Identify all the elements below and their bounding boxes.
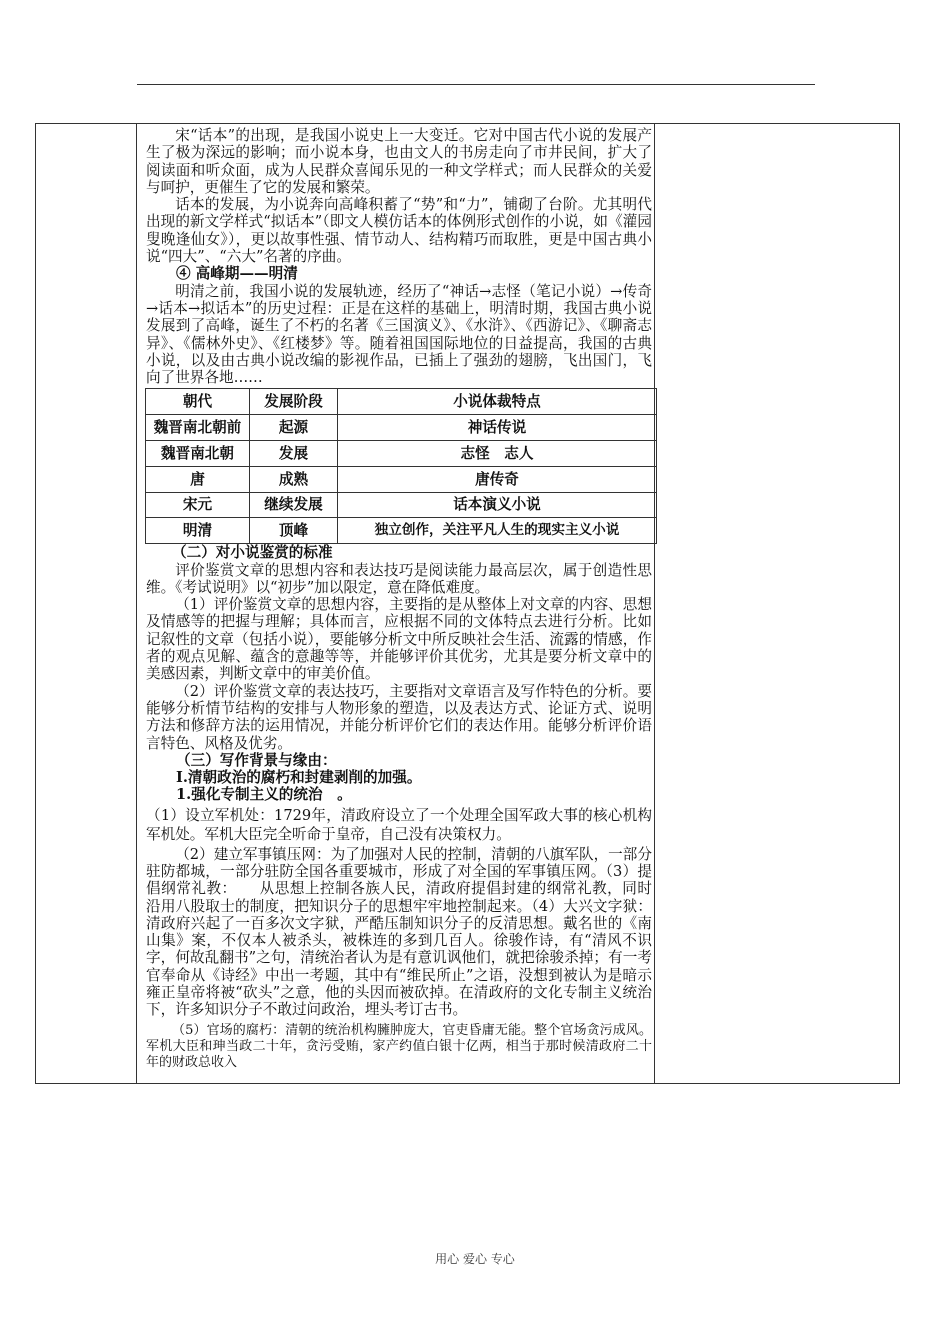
paragraph-huaben: 宋“话本”的出现，是我国小说史上一大变迁。它对中国古代小说的发展产生了极为深远的影响；而小说本身，也由文人的书房走向了市井民间，扩大了阅读面和听众面，成为人民群众喜闻乐见的一种文学样式；而人民群众的关爱与呵护，更催生了它的发展和繁荣。	[146, 127, 652, 196]
paragraph-technique-evaluation: （2）评价鉴赏文章的表达技巧，主要指对文章语言及写作特色的分析。要能够分析情节结构的安排与人物形象的塑造，以及表达方式、论证方式、说明方法和修辞方法的运用情况，并能分析评价它们的表达作用。能够分析评价语言特色、风格及优劣。	[146, 682, 652, 752]
heading-peak-period: ④ 高峰期——明清	[176, 265, 298, 283]
table-cell: 魏晋南北朝前	[146, 415, 250, 441]
table-cell: 唐	[146, 466, 250, 492]
paragraph-grand-council: （1）设立军机处：1729年，清政府设立了一个处理全国军政大事的核心机构军机处。军机大臣完全听命于皇帝，自己没有决策权力。	[146, 806, 652, 843]
table-row	[146, 492, 657, 518]
heading-writing-background: （三）写作背景与缘由：	[176, 751, 337, 769]
page-footer: 用心 爱心 专心	[435, 1252, 515, 1266]
table-row	[146, 466, 657, 492]
heading-qing-politics: Ⅰ.清朝政治的腐朽和封建剥削的加强。	[176, 769, 422, 787]
paragraph-huaben-development: 话本的发展，为小说奔向高峰积蓄了“势”和“力”，铺砌了台阶。尤其明代出现的新文学样式“拟话本”（即文人模仿话本的体例形式创作的小说，如《灌园叟晚逢仙女》），更以故事性强、情节动人、结构精巧而取胜，更是中国古典小说“四大”、“六大”名著的序曲。	[146, 196, 652, 266]
table-cell: 独立创作，关注平凡人生的现实主义小说	[338, 518, 657, 544]
paragraph-ming-qing: 明清之前，我国小说的发展轨迹，经历了“神话→志怪（笔记小说）→传奇→话本→拟话本”的历史过程：正是在这样的基础上，明清时期，我国古典小说发展到了高峰，诞生了不朽的名著《三国演义》、《水浒》、《西游记》、《聊斋志异》、《儒林外史》、《红楼梦》等。随着祖国国际地位的日益提高，我国的古典小说，以及由古典小说改编的影视作品，已插上了强劲的翅膀，飞出国门，飞向了世界各地……	[146, 282, 652, 387]
table-cell: 唐传奇	[338, 466, 657, 492]
table-cell: 成熟	[250, 466, 338, 492]
table-cell: 话本演义小说	[338, 492, 657, 518]
paragraph-military-and-censorship: （2）建立军事镇压网：为了加强对人民的控制，清朝的八旗军队，一部分驻防都城，一部分驻防全国各重要城市，形成了对全国的军事镇压网。（3）提倡纲常礼教： 从思想上控制各族人民，清政府提倡封建的纲常礼教，同时 沿用八股取士的制度，把知识分子的思想牢牢地控制起来。（4）大兴文字狱：清政府兴起了一百多次文字狱，严酷压制知识分子的反清思想。戴名世的《南山集》案，不仅本人被杀头，被株连的多到几百人。徐骏作诗，有“清风不识字，何故乱翻书”之句，清统治者认为是有意讥讽他们，就把徐骏杀掉；有一考官奉命从《诗经》中出一考题，其中有“维民所止”之语，没想到被认为是暗示雍正皇帝将被“砍头”之意，他的头因而被砍掉。在清政府的文化专制主义统治下，许多知识分子不敢过问政治，埋头考订古书。	[146, 845, 682, 1019]
heading-appreciation-standards: （二）对小说鉴赏的标准	[172, 544, 333, 562]
table-header-cell: 朝代	[146, 389, 250, 415]
table-cell: 神话传说	[338, 415, 657, 441]
table-cell: 宋元	[146, 492, 250, 518]
paragraph-appreciation: 评价鉴赏文章的思想内容和表达技巧是阅读能力最高层次，属于创造性思维。《考试说明》以“初步”加以限定，意在降低难度。	[146, 561, 652, 596]
table-cell: 发展	[250, 441, 338, 467]
header-rule	[137, 84, 815, 85]
paragraph-official-corruption: （5）官场的腐朽：清朝的统治机构臃肿庞大，官吏昏庸无能。整个官场贪污成风。军机大臣和珅当政二十年，贪污受贿，家产约值白银十亿两，相当于那时候清政府二十年的财政总收入	[146, 1022, 652, 1070]
table-row	[146, 415, 657, 441]
heading-autocracy: 1.强化专制主义的统治 。	[176, 786, 352, 804]
table-cell: 志怪 志人	[338, 441, 657, 467]
column-divider-left	[136, 124, 137, 1083]
table-cell: 明清	[146, 518, 250, 544]
table-row	[146, 441, 657, 467]
main-content	[146, 127, 682, 1071]
table-header-cell: 小说体裁特点	[338, 389, 657, 415]
table-cell: 魏晋南北朝	[146, 441, 250, 467]
table-header-cell: 发展阶段	[250, 389, 338, 415]
table-cell: 继续发展	[250, 492, 338, 518]
paragraph-content-evaluation: （1）评价鉴赏文章的思想内容，主要指的是从整体上对文章的内容、思想及情感等的把握与理解；具体而言，应根据不同的文体特点去进行分析。比如记叙性的文章（包括小说），要能够分析文中所反映社会生活、流露的情感，作者的观点见解、蕴含的意趣等等，并能够评价其优劣，尤其是要分析文章中的美感因素，判断文章中的审美价值。	[146, 596, 652, 683]
novel-development-table	[145, 388, 657, 544]
table-cell: 顶峰	[250, 518, 338, 544]
table-header-row	[146, 389, 657, 415]
table-cell: 起源	[250, 415, 338, 441]
table-row	[146, 518, 657, 544]
column-divider-right	[654, 124, 655, 1083]
